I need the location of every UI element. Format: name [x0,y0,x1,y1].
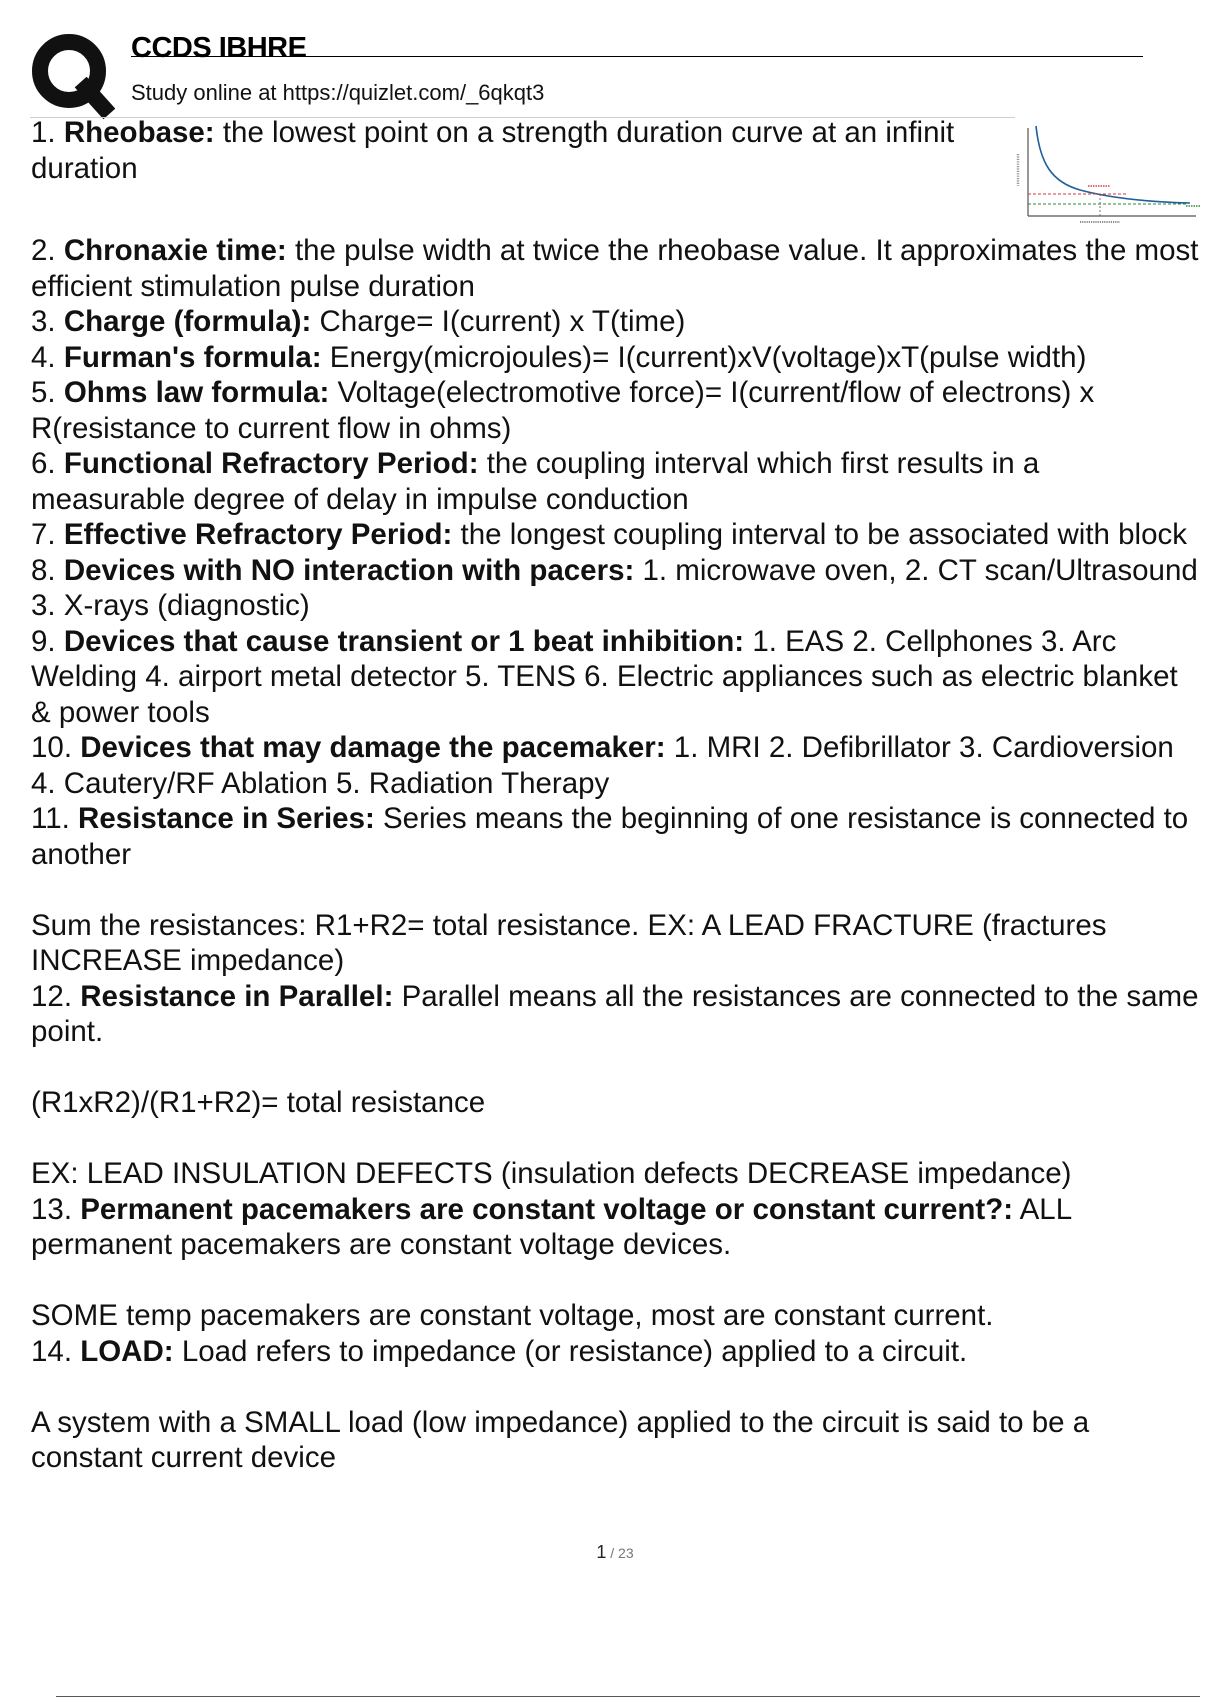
quizlet-logo-icon [30,32,112,114]
entry-definition: ALL permanent pacemakers are constant voltage devices. SOME temp pacemakers are constant voltage, most are constant current. [31,1192,1072,1332]
entry-term: Functional Refractory Period: [63,447,479,480]
entry-definition: 1. MRI 2. Defibrillator 3. Cardioversion 4. Cautery/RF Ablation 5. Radiation Therapy [31,731,1183,800]
entry-number: 11. [31,802,79,835]
entry-definition: Voltage(electromotive force)= I(current/flow of electrons) x R(resistance to current flow in ohms) [31,376,1103,445]
entry-term: Resistance in Series: [78,802,375,835]
entry-term: Rheobase: [63,116,215,149]
entry-3 [31,304,1200,340]
entry-10 [31,730,1200,801]
strength-duration-curve [1036,126,1190,203]
entry-number: 12. [31,979,81,1013]
entry-9 [31,624,1200,731]
entry-term: Resistance in Parallel: [80,979,394,1013]
entry-term: Ohms law formula: [63,376,330,409]
entry-definition: the coupling interval which first results in a measurable degree of delay in impulse conduction [31,447,1048,516]
entry-term: Devices with NO interaction with pacers: [63,553,635,587]
entry-number: 4. [31,340,64,374]
entry-number: 5. [31,376,64,409]
entry-12 [31,979,1200,1192]
entry-term: Chronaxie time: [63,234,287,267]
entry-term: Permanent pacemakers are constant voltage or constant current?: [80,1192,1014,1226]
entry-number: 7. [31,518,64,551]
entry-number: 9. [31,624,64,658]
entry-number: 13. [31,1192,81,1226]
entry-13 [31,1192,1200,1334]
strength-duration-curve-image [1010,124,1200,236]
entry-7 [31,517,1200,553]
entry-definition: Load refers to impedance (or resistance) applied to a circuit. A system with a SMALL load (low impedance) applied to the circuit is said to be a constant current device [31,1334,1090,1474]
entry-definition: Parallel means all the resistances are connected to the same point. (R1xR2)/(R1+R2)= total resistance EX: LEAD INSULATION DEFECTS (insulation defects DECREASE impedance) [31,979,1199,1190]
entry-4 [31,340,1200,376]
entry-number: 14. [31,1334,81,1368]
title-rule [131,56,1143,57]
entry-number: 1. [31,116,64,149]
entry-11 [31,801,1200,979]
entry-definition: Energy(microjoules)= I(current)xV(voltage)xT(pulse width) [321,340,1087,374]
entry-term: Devices that cause transient or 1 beat inhibition: [63,624,745,658]
page-header [0,0,1200,120]
entry-definition: the pulse width at twice the rheobase value. It approximates the most efficient stimulation pulse duration [31,234,1207,303]
entry-14 [31,1334,1200,1476]
entry-number: 3. [31,305,64,338]
entry-definition: Charge= I(current) x T(time) [311,305,686,338]
entry-8 [31,553,1206,624]
entry-definition: 1. EAS 2. Cellphones 3. Arc Welding 4. airport metal detector 5. TENS 6. Electric appliances such as electric blanket & power tools [31,624,1186,729]
entry-number: 8. [31,553,64,587]
study-online-link[interactable]: Study online at https://quizlet.com/_6qkqt3 [131,80,545,105]
entry-term: LOAD: [80,1334,174,1368]
entry-term: Effective Refractory Period: [63,518,453,551]
entry-6 [31,446,1200,517]
entry-2 [31,233,1207,304]
entry-term: Devices that may damage the pacemaker: [80,731,666,764]
entry-1 [31,115,1011,233]
entry-number: 10. [31,731,81,764]
entry-definition: Series means the beginning of one resistance is connected to another Sum the resistances: R1+R2= total resistance. EX: A LEAD FRACTURE (fractures INCREASE impedance) [31,802,1189,977]
entry-term: Charge (formula): [63,305,312,338]
entry-number: 2. [31,234,64,267]
entry-definition: the lowest point on a strength duration curve at an infinit duration [31,116,963,185]
entry-term: Furman's formula: [63,340,322,374]
entry-number: 6. [31,447,64,480]
page-number [0,1542,1230,1563]
entry-definition: 1. microwave oven, 2. CT scan/Ultrasound 3. X-rays (diagnostic) [31,553,1206,622]
total-pages: / 23 [606,1545,634,1561]
entry-5 [31,375,1200,446]
flashcard-list [31,115,1207,1515]
current-page: 1 [596,1542,607,1562]
document-title: CCDS IBHRE [131,32,307,64]
entry-definition: the longest coupling interval to be associated with block [452,518,1188,551]
page-bottom-rule [56,1696,1200,1697]
